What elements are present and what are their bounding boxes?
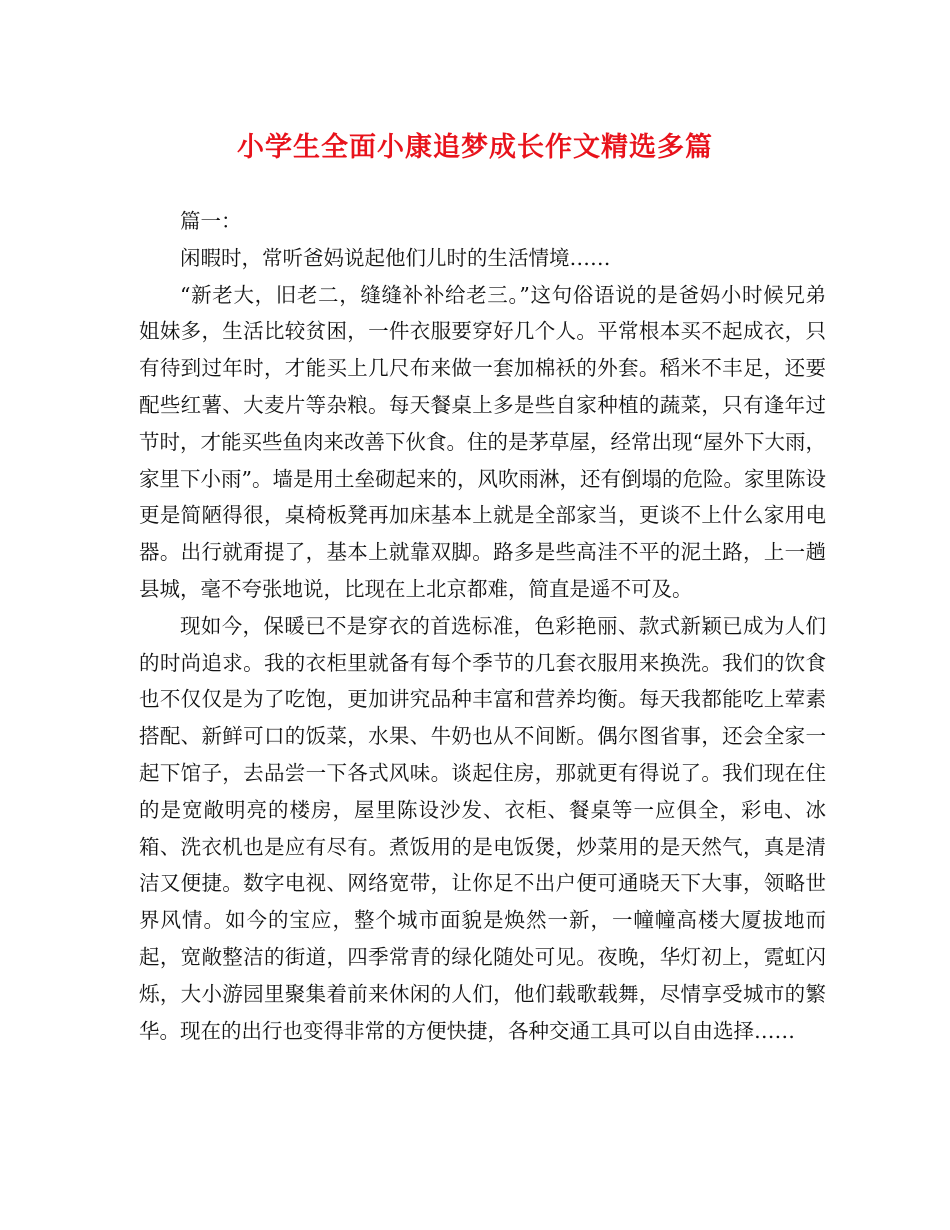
document-title: 小学生全面小康追梦成长作文精选多篇 (237, 132, 713, 163)
paragraph-3: 现如今，保暖已不是穿衣的首选标准，色彩艳丽、款式新颖已成为人们的时尚追求。我的衣柜里就备有每个季节的几套衣服用来换洗。我们的饮食也不仅仅是为了吃饱，更加讲究品种丰富和营养均衡。每天我都能吃上荤素搭配、新鲜可口的饭菜，水果、牛奶也从不间断。偶尔图省事，还会全家一起下馆子，去品尝一下各式风味。谈起住房，那就更有得说了。我们现在住的是宽敞明亮的楼房，屋里陈设沙发、衣柜、餐桌等一应俱全，彩电、冰箱、洗衣机也是应有尽有。煮饭用的是电饭煲，炒菜用的是天然气，真是清洁又便捷。数字电视、网络宽带，让你足不出户便可通晓天下大事，领略世界风情。如今的宝应，整个城市面貌是焕然一新，一幢幢高楼大厦拔地而起，宽敞整洁的街道，四季常青的绿化随处可见。夜晚，华灯初上，霓虹闪烁，大小游园里聚集着前来休闲的人们，他们载歌载舞，尽情享受城市的繁华。现在的出行也变得非常的方便快捷，各种交通工具可以自由选择…… (139, 613, 826, 1043)
paragraph-2: “新老大，旧老二，缝缝补补给老三。”这句俗语说的是爸妈小时候兄弟姐妹多，生活比较贫困，一件衣服要穿好几个人。平常根本买不起成衣，只有待到过年时，才能买上几尺布来做一套加棉袄的外套。稻米不丰足，还要配些红薯、大麦片等杂粮。每天餐桌上多是些自家种植的蔬菜，只有逢年过节时，才能买些鱼肉来改善下伙食。住的是茅草屋，经常出现“屋外下大雨，家里下小雨”。墙是用土垒砌起来的，风吹雨淋，还有倒塌的危险。家里陈设更是简陋得很，桌椅板凳再加床基本上就是全部家当，更谈不上什么家用电器。出行就甭提了，基本上就靠双脚。路多是些高洼不平的泥土路，上一趟县城，毫不夸张地说，比现在上北京都难，简直是遥不可及。 (139, 282, 826, 601)
section-label: 篇一： (180, 209, 242, 233)
document-body (139, 203, 826, 1049)
paragraph-1: 闲暇时，常听爸妈说起他们儿时的生活情境…… (180, 245, 611, 270)
